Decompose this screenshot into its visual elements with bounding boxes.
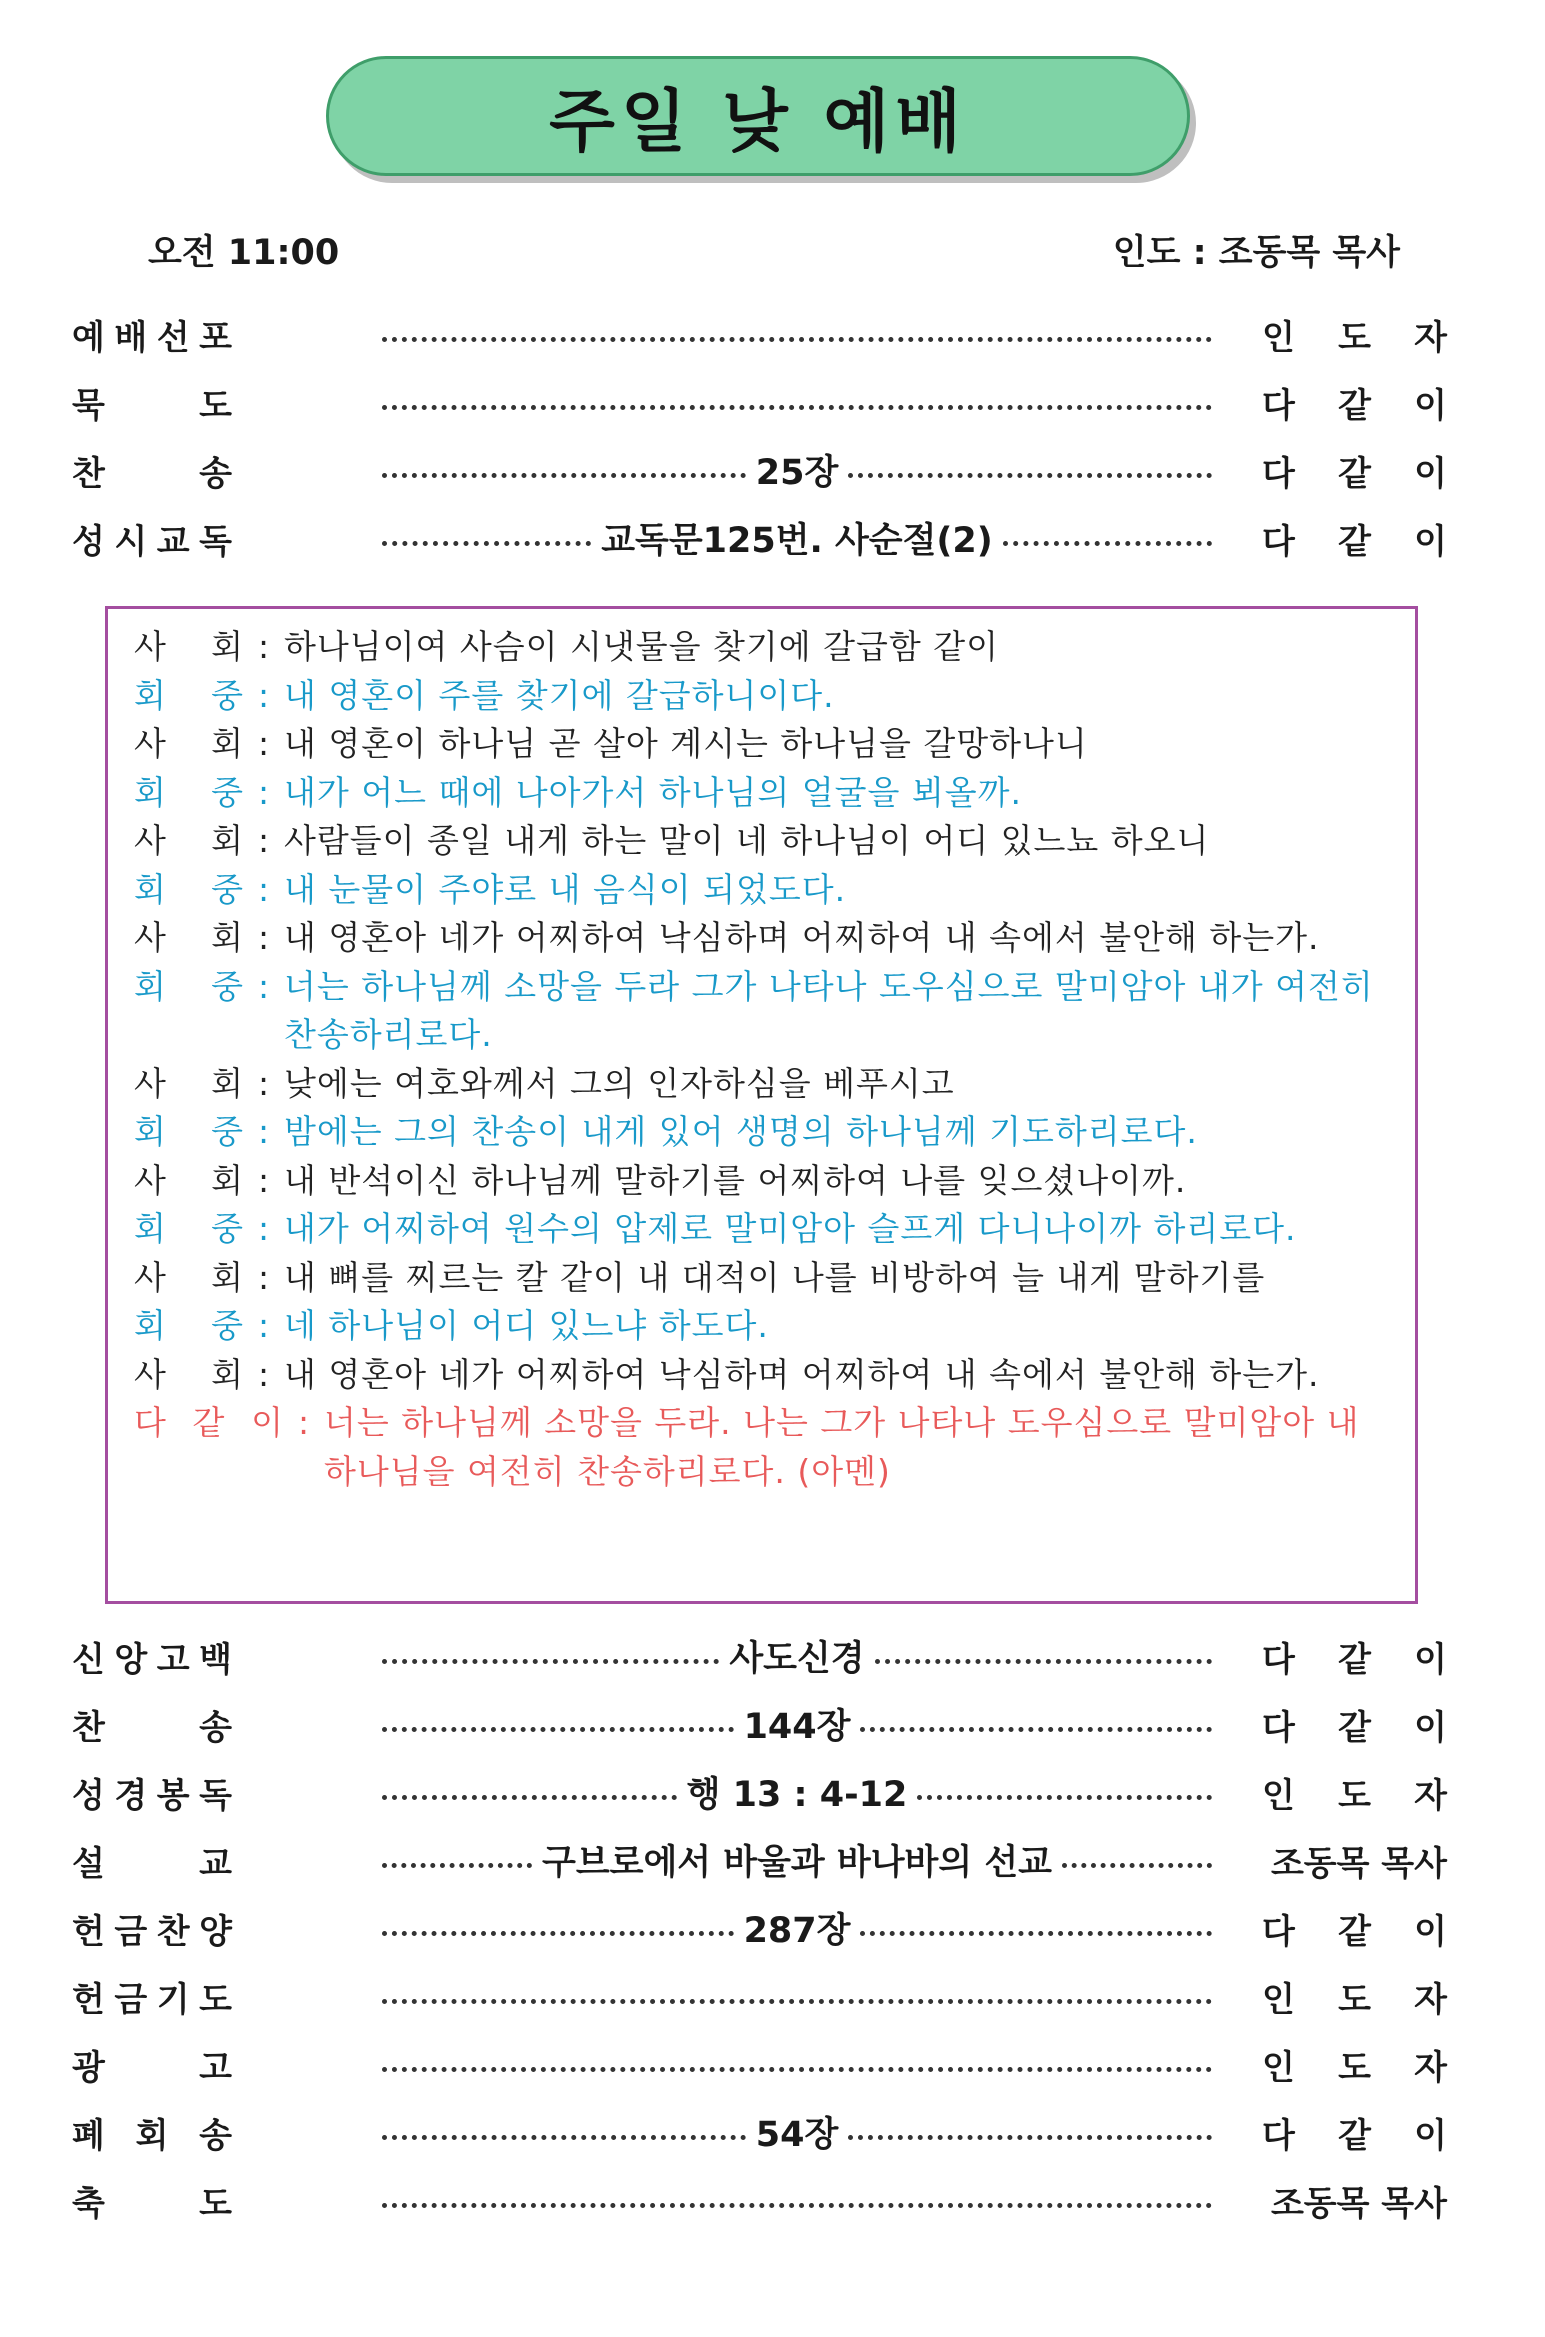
leader-dots [382, 436, 1212, 504]
reading-text: 내 영혼이 주를 찾기에 갈급하니이다. [284, 675, 835, 715]
reading-colon: : [257, 1306, 271, 1345]
reading-line [134, 1254, 1389, 1303]
order-row [72, 1962, 1447, 2030]
reading-line [134, 1399, 1389, 1496]
order-item-label: 헌 금 찬 양 [72, 1911, 232, 1952]
order-row [72, 2030, 1447, 2098]
leader-dots [382, 368, 1212, 436]
reading-colon: : [257, 869, 271, 909]
order-item-person: 다 같 이 [1262, 1911, 1447, 1952]
reading-text: 네 하나님이 어디 있느냐 하도다. [284, 1306, 769, 1345]
order-item-detail: 사도신경 [729, 1639, 865, 1679]
reading-line [134, 769, 1389, 818]
order-item-person: 인 도 자 [1262, 2047, 1447, 2088]
reading-line [134, 914, 1389, 963]
order-item-person: 다 같 이 [1262, 453, 1447, 494]
reading-speaker: 사 회 [134, 1354, 244, 1394]
reading-line [134, 623, 1389, 672]
order-row [72, 1690, 1447, 1758]
reading-text: 낮에는 여호와께서 그의 인자하심을 베푸시고 [284, 1063, 955, 1103]
leader-dots [382, 1758, 1212, 1826]
reading-colon: : [257, 675, 271, 715]
reading-speaker: 회 중 [134, 869, 244, 909]
order-item-person: 인 도 자 [1262, 1775, 1447, 1816]
reading-speaker: 사 회 [134, 724, 244, 763]
reading-line [134, 672, 1389, 721]
reading-text: 내 영혼아 네가 어찌하여 낙심하며 어찌하여 내 속에서 불안해 하는가. [284, 1354, 1320, 1394]
service-time: 오전 11:00 [148, 233, 340, 273]
reading-speaker: 사 회 [134, 1257, 244, 1297]
reading-colon: : [257, 1063, 271, 1103]
order-item-label: 묵 도 [72, 385, 232, 426]
reading-colon: : [257, 627, 271, 666]
order-item-detail: 287장 [743, 1911, 851, 1951]
order-row [72, 2166, 1447, 2234]
order-item-detail: 144장 [743, 1707, 851, 1747]
order-item-label: 축 도 [72, 2183, 232, 2224]
order-item-label: 신 앙 고 백 [72, 1639, 232, 1680]
leader-dots [382, 2098, 1212, 2166]
reading-colon: : [297, 1403, 311, 1442]
order-item-label: 헌 금 기 도 [72, 1979, 232, 2020]
reading-colon: : [257, 821, 271, 860]
reading-speaker: 다 같 이 [134, 1403, 284, 1442]
order-item-label: 예 배 선 포 [72, 317, 232, 358]
reading-line [134, 1060, 1389, 1109]
leader-dots [382, 1894, 1212, 1962]
reading-text: 너는 하나님께 소망을 두라 그가 나타나 도우심으로 말미암아 내가 여전히 찬송하리로다. [284, 966, 1374, 1054]
reading-colon: : [257, 724, 271, 763]
reading-speaker: 사 회 [134, 918, 244, 957]
reading-speaker: 사 회 [134, 821, 244, 860]
order-row [72, 1826, 1447, 1894]
order-item-detail: 25장 [755, 453, 839, 493]
order-item-person: 조동목 목사 [1270, 2183, 1447, 2224]
reading-colon: : [257, 966, 271, 1006]
order-item-label: 설 교 [72, 1843, 232, 1884]
order-item-label: 폐 회 송 [72, 2115, 232, 2156]
order-item-person: 다 같 이 [1262, 521, 1447, 562]
leader-dots [382, 2030, 1212, 2098]
order-item-person: 다 같 이 [1262, 1639, 1447, 1680]
responsive-reading-box [105, 606, 1418, 1604]
order-item-detail: 행 13 : 4-12 [686, 1775, 908, 1815]
reading-speaker: 회 중 [134, 1112, 244, 1151]
reading-colon: : [257, 772, 271, 812]
reading-speaker: 회 중 [134, 966, 244, 1006]
reading-colon: : [257, 1354, 271, 1394]
reading-text: 내 영혼이 하나님 곧 살아 계시는 하나님을 갈망하나니 [284, 724, 1088, 763]
order-row [72, 1622, 1447, 1690]
reading-text: 사람들이 종일 내게 하는 말이 네 하나님이 어디 있느뇨 하오니 [284, 821, 1210, 860]
order-row [72, 2098, 1447, 2166]
order-row [72, 436, 1447, 504]
reading-text: 내 반석이신 하나님께 말하기를 어찌하여 나를 잊으셨나이까. [284, 1160, 1187, 1200]
reading-speaker: 회 중 [134, 1209, 244, 1248]
reading-text: 밤에는 그의 찬송이 내게 있어 생명의 하나님께 기도하리로다. [284, 1112, 1198, 1151]
order-item-label: 성 경 봉 독 [72, 1775, 232, 1816]
order-row [72, 368, 1447, 436]
reading-line [134, 720, 1389, 769]
order-of-worship-bottom [72, 1622, 1447, 2234]
reading-colon: : [257, 1257, 271, 1297]
order-item-person: 인 도 자 [1262, 1979, 1447, 2020]
service-leader: 인도 : 조동목 목사 [1112, 233, 1400, 273]
reading-line [134, 1351, 1389, 1400]
reading-line [134, 1205, 1389, 1254]
order-item-detail: 교독문125번. 사순절(2) [601, 521, 993, 561]
reading-line [134, 963, 1389, 1060]
title-banner [326, 56, 1190, 176]
order-item-person: 다 같 이 [1262, 1707, 1447, 1748]
reading-text: 내 뼈를 찌르는 칼 같이 내 대적이 나를 비방하여 늘 내게 말하기를 [284, 1257, 1266, 1297]
reading-colon: : [257, 918, 271, 957]
order-item-label: 성 시 교 독 [72, 521, 232, 562]
reading-line [134, 1157, 1389, 1206]
reading-speaker: 사 회 [134, 1160, 244, 1200]
leader-dots [382, 2166, 1212, 2234]
reading-speaker: 회 중 [134, 675, 244, 715]
leader-dots [382, 1690, 1212, 1758]
reading-text: 내가 어느 때에 나아가서 하나님의 얼굴을 뵈올까. [284, 772, 1022, 812]
order-row [72, 300, 1447, 368]
reading-speaker: 회 중 [134, 1306, 244, 1345]
order-item-label: 광 고 [72, 2047, 232, 2088]
reading-text: 하나님이여 사슴이 시냇물을 찾기에 갈급함 같이 [284, 627, 1000, 666]
reading-colon: : [257, 1160, 271, 1200]
leader-dots [382, 504, 1212, 572]
order-item-label: 찬 송 [72, 453, 232, 494]
order-item-detail: 54장 [755, 2115, 839, 2155]
order-item-person: 다 같 이 [1262, 2115, 1447, 2156]
reading-line [134, 817, 1389, 866]
order-item-person: 인 도 자 [1262, 317, 1447, 358]
reading-speaker: 사 회 [134, 1063, 244, 1103]
leader-dots [382, 1622, 1212, 1690]
leader-dots [382, 300, 1212, 368]
reading-colon: : [257, 1209, 271, 1248]
order-item-detail: 구브로에서 바울과 바나바의 선교 [542, 1843, 1052, 1883]
order-item-person: 다 같 이 [1262, 385, 1447, 426]
leader-dots [382, 1962, 1212, 2030]
reading-text: 내 눈물이 주야로 내 음식이 되었도다. [284, 869, 847, 909]
reading-line [134, 1108, 1389, 1157]
order-item-label: 찬 송 [72, 1707, 232, 1748]
reading-line [134, 1302, 1389, 1351]
order-row [72, 504, 1447, 572]
reading-colon: : [257, 1112, 271, 1151]
order-of-worship-top [72, 300, 1447, 572]
reading-text: 내가 어찌하여 원수의 압제로 말미암아 슬프게 다니나이까 하리로다. [284, 1209, 1297, 1248]
reading-text: 너는 하나님께 소망을 두라. 나는 그가 나타나 도우심으로 말미암아 내 하나님을 여전히 찬송하리로다. (아멘) [324, 1403, 1360, 1491]
order-row [72, 1758, 1447, 1826]
order-item-person: 조동목 목사 [1270, 1843, 1447, 1884]
reading-speaker: 회 중 [134, 772, 244, 812]
reading-speaker: 사 회 [134, 627, 244, 666]
page-title: 주일 낮 예배 [549, 82, 967, 162]
leader-dots [382, 1826, 1212, 1894]
reading-text: 내 영혼아 네가 어찌하여 낙심하며 어찌하여 내 속에서 불안해 하는가. [284, 918, 1320, 957]
reading-line [134, 866, 1389, 915]
order-row [72, 1894, 1447, 1962]
